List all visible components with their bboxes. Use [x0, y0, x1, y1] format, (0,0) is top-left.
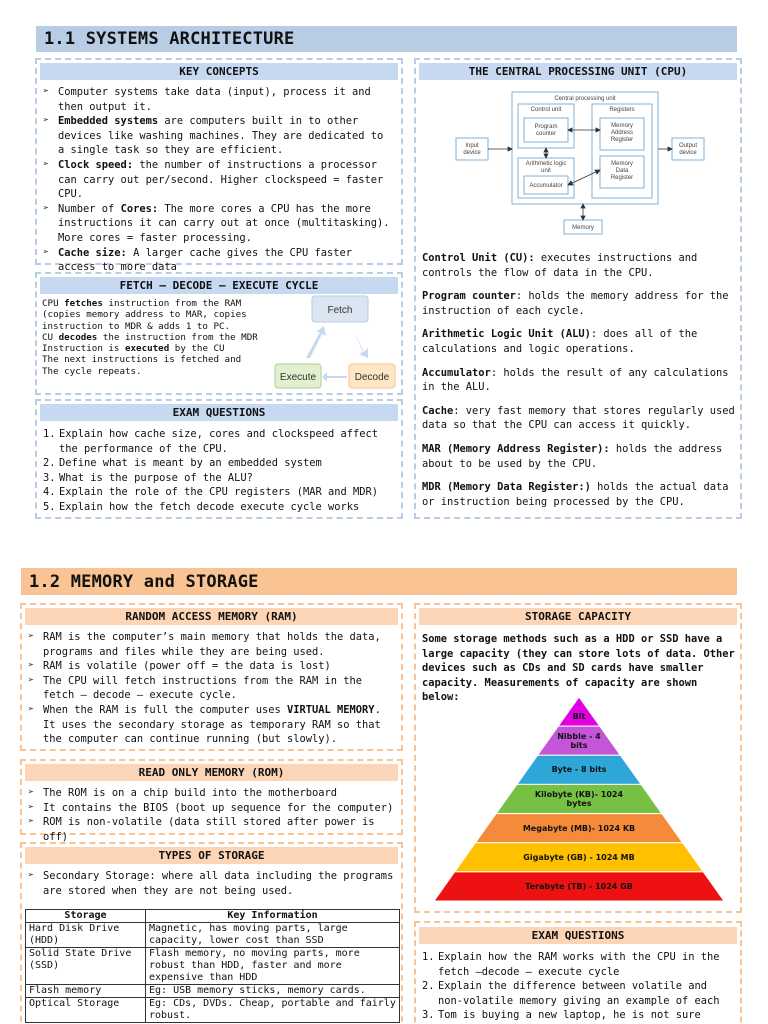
types-of-storage-intro: ➢ Secondary Storage: where all data including the programs are stored when they are not being used. [28, 869, 395, 898]
fetch-label: Fetch [327, 305, 353, 316]
cpu-definition [422, 251, 736, 280]
fde-panel [35, 272, 403, 395]
cpu-heading: THE CENTRAL PROCESSING UNIT (CPU) [419, 63, 737, 80]
exam-questions-heading-1: EXAM QUESTIONS [40, 404, 398, 421]
key-concept-item [43, 158, 395, 202]
fde-line-text: (copies memory address to MAR, copies [42, 309, 247, 321]
cpu-panel [414, 58, 742, 519]
exam-question-number: 1. [422, 951, 435, 963]
mar-label-3: Register [610, 137, 634, 143]
types-of-storage-panel [20, 842, 403, 1024]
storage-info-cell: Eg: CDs, DVDs. Cheap, portable and fairly robust. [146, 998, 400, 1023]
exam-question-number: 1. [43, 428, 56, 440]
cpu-definitions [422, 251, 736, 518]
program-counter-label-2: counter [535, 131, 557, 137]
memory-label: Memory [572, 225, 594, 231]
accumulator-label: Accumulator [529, 183, 563, 189]
storage-name-cell: Hard Disk Drive (HDD) [26, 923, 146, 948]
storage-capacity-heading: STORAGE CAPACITY [419, 608, 737, 625]
exam-question-text: What is the purpose of the ALU? [59, 471, 253, 484]
program-counter-label: Program [534, 124, 558, 130]
cpu-definition [422, 327, 736, 356]
rom-list [22, 781, 401, 844]
fde-line [42, 366, 272, 377]
cpu-definition-term: Cache [422, 404, 454, 417]
input-device-label-1: Input [465, 143, 479, 149]
fde-description [42, 298, 272, 377]
cpu-definition-term: MDR (Memory Data Register:) [422, 481, 591, 494]
storage-capacity-intro: Some storage methods such as a HDD or SSD have a large capacity (they can store lots of data. Other devices such as CDs and SD cards have smaller capacity. Measurements of capacity are shown below: [422, 633, 735, 704]
exam-question [43, 456, 395, 471]
ram-item [28, 703, 395, 747]
storage-capacity-panel [414, 603, 742, 913]
exam-question [43, 471, 395, 486]
key-concept-text: are computers built in to other devices like washing machines. They are dedicated to a single task so they are efficient. [58, 115, 384, 157]
fde-line-keyword: executed [124, 343, 170, 355]
fde-line [42, 332, 272, 343]
exam-question-text: Explain how cache size, cores and clockspeed affect the performance of the CPU. [59, 428, 379, 455]
table-row [26, 985, 400, 998]
key-concept-item [43, 114, 395, 158]
key-concepts-panel [35, 58, 403, 274]
cpu-definition [422, 442, 736, 471]
cpu-definition-text: executes instructions and controls the flow of data in the CPU. [422, 252, 698, 279]
cpu-definition-term: Accumulator [422, 366, 491, 379]
output-device-box [672, 138, 704, 160]
storage-info-cell: Magnetic, has moving parts, large capacity, lower cost than SSD [146, 923, 400, 948]
ram-item [28, 630, 395, 659]
table-row [26, 923, 400, 948]
exam-questions-list-1 [37, 421, 401, 515]
input-device-label-2: device [463, 150, 481, 156]
exam-question-number: 3. [43, 471, 56, 484]
key-concept-item [43, 85, 395, 114]
storage-name-cell: Flash memory [26, 985, 146, 998]
rom-heading: READ ONLY MEMORY (ROM) [25, 764, 398, 781]
ram-item-text: . It uses the secondary storage as temporary RAM so that the computer can continue running (but slowly). [43, 703, 381, 746]
exam-question [422, 979, 734, 1008]
program-counter-box [524, 118, 568, 142]
fde-line-text: Instruction is [42, 343, 125, 355]
mar-label-1: Memory [611, 123, 633, 129]
fde-line [42, 343, 272, 354]
exam-question [422, 950, 734, 979]
output-device-label-1: Output [678, 143, 698, 149]
key-concepts-list [37, 80, 401, 275]
key-concept-term: Clock speed: [58, 158, 134, 171]
section-title-memory-storage: 1.2 MEMORY and STORAGE [21, 568, 737, 595]
table-row [26, 948, 400, 985]
output-device-label-2: device [679, 150, 697, 156]
rom-item: ➢ ROM is non-volatile (data still stored after power is off) [28, 815, 395, 844]
storage-name-cell: Solid State Drive (SSD) [26, 948, 146, 985]
pyramid-level-label: Terabyte (TB) - 1024 GB [525, 881, 633, 891]
ram-item-text: RAM is the computer’s main memory that holds the data, programs and files while they are being used. [43, 631, 381, 658]
fde-line-keyword: fetches [64, 298, 103, 309]
exam-question-text: Explain the role of the CPU registers (MAR and MDR) [59, 486, 379, 499]
key-concept-term: Embedded systems [58, 115, 159, 128]
exam-question [43, 427, 395, 456]
control-unit-label: Control unit [530, 107, 562, 113]
rom-item: ➢ It contains the BIOS (boot up sequence for the computer) [28, 801, 395, 816]
fde-line [42, 309, 272, 320]
types-of-storage-heading: TYPES OF STORAGE [25, 847, 398, 864]
key-concept-item [43, 246, 395, 275]
cpu-outer-label: Central processing unit [554, 96, 616, 102]
exam-question-text: Explain how the RAM works with the CPU in the fetch –decode – execute cycle [438, 951, 720, 978]
ram-item-text: The CPU will fetch instructions from the RAM in the fetch – decode – execute cycle. [43, 674, 363, 702]
cpu-definition [422, 289, 736, 318]
pyramid-level-label: Gigabyte (GB) - 1024 MB [523, 852, 635, 862]
decode-label: Decode [354, 372, 390, 383]
pyramid-level-label: Bit [572, 712, 586, 722]
fde-line [42, 298, 272, 309]
pyramid-level-label: Byte - 8 bits [551, 765, 607, 775]
cpu-definition-text: : very fast memory that stores regularly used data so that the CPU can access it quickly. [422, 404, 735, 432]
exam-question-number: 3. [422, 1009, 435, 1022]
cpu-definition-term: Arithmetic Logic Unit (ALU) [422, 328, 591, 341]
alu-label-1: Arithmetic logic [525, 161, 567, 167]
cpu-definition-text: : does all of the calculations and logic operations. [422, 328, 698, 355]
alu-label-2: unit [541, 168, 551, 174]
ram-item [28, 674, 395, 703]
storage-info-cell: Flash memory, no moving parts, more robust than HDD, faster and more expensive than HDD [146, 948, 400, 985]
key-concepts-heading: KEY CONCEPTS [40, 63, 398, 80]
fde-line-text: by the CU [169, 343, 225, 355]
exam-question-text: Explain how the fetch decode execute cycle works [59, 500, 360, 513]
exam-question-text: Define what is meant by an embedded system [59, 457, 322, 470]
fde-line-text: The cycle repeats. [42, 365, 142, 377]
exam-questions-heading-2: EXAM QUESTIONS [419, 927, 737, 944]
storage-info-cell: Eg: USB memory sticks, memory cards. [146, 985, 400, 998]
key-info-col-header: Key Information [146, 910, 400, 923]
rom-item: ➢ The ROM is on a chip build into the motherboard [28, 786, 395, 801]
storage-name-cell: Optical Storage [26, 998, 146, 1023]
ram-item-keyword: VIRTUAL MEMORY [286, 703, 375, 716]
key-concept-term: Cache size: [58, 246, 127, 259]
fde-heading: FETCH – DECODE – EXECUTE CYCLE [40, 277, 398, 294]
mdr-label-2: Data [615, 168, 629, 174]
fde-line-text: instruction from the RAM [102, 298, 242, 309]
mar-label-2: Address [610, 130, 634, 136]
exam-question-number: 2. [422, 980, 435, 993]
pyramid-level-label: Nibble - 4 bits [557, 731, 601, 750]
cpu-definition-term: Program counter [422, 290, 516, 303]
cpu-definition-term: MAR (Memory Address Register): [422, 442, 610, 455]
section-title-systems-architecture: 1.1 SYSTEMS ARCHITECTURE [36, 26, 737, 52]
input-device-box [456, 138, 488, 160]
fde-line [42, 354, 272, 365]
cpu-definition-text: holds the actual data or instruction being processed by the CPU. [422, 481, 729, 508]
cpu-definition-text: holds the address about to be used by the CPU. [422, 442, 723, 470]
arrow-execute-to-fetch-icon [306, 326, 326, 358]
pyramid-level-label: Megabyte (MB)- 1024 KB [522, 823, 636, 833]
key-concept-text: A larger cache gives the CPU faster access to more data [58, 246, 353, 274]
pyramid-level-label: Kilobyte (KB)- 1024 bytes [534, 790, 624, 808]
exam-question-number: 2. [43, 457, 56, 470]
fde-line-text: the instruction from the MDR [97, 331, 258, 343]
cpu-definition [422, 366, 736, 395]
exam-questions-panel-1 [35, 399, 403, 519]
exam-question [43, 485, 395, 500]
registers-label: Registers [609, 107, 635, 113]
ram-item-text: RAM is volatile (power off = the data is lost) [43, 660, 331, 673]
mdr-label-3: Register [610, 175, 634, 181]
cpu-definition-text: : holds the memory address for the instruction of each cycle. [422, 290, 729, 317]
cpu-definition-text: : holds the result of any calculations in the ALU. [422, 366, 729, 394]
key-concept-text: Number of [58, 202, 121, 215]
exam-question-number: 5. [43, 500, 56, 513]
fde-line [42, 321, 272, 332]
fde-line-text: CPU [42, 298, 65, 309]
arrow-fetch-to-decode-icon [352, 328, 368, 358]
ram-panel [20, 603, 403, 751]
exam-question [43, 500, 395, 515]
key-concept-term: Cores: [120, 202, 159, 215]
exam-question-text: Explain the difference between volatile and non-volatile memory giving an example of each [438, 980, 720, 1007]
ram-list [22, 625, 401, 747]
storage-col-header: Storage [26, 910, 146, 923]
exam-question [422, 1008, 734, 1023]
cpu-definition-term: Control Unit (CU): [422, 252, 535, 264]
key-concept-text: the number of instructions a processor can carry out per/second. Higher clockspeed = faster CPU. [58, 158, 384, 201]
key-concept-text: The more cores a CPU has the more instructions it can carry out at once (multitasking). More cores = faster processing. [58, 202, 390, 244]
cpu-definition [422, 480, 736, 509]
ram-item [28, 659, 395, 674]
fde-line-keyword: decodes [58, 331, 98, 343]
exam-question-text: Tom is buying a new laptop, he is not sure [438, 1009, 701, 1022]
cpu-definition [422, 404, 736, 433]
table-row [26, 998, 400, 1023]
key-concept-text: Computer systems take data (input), process it and then output it. [58, 86, 371, 113]
storage-table [25, 909, 400, 1023]
fde-line-text: CU [42, 331, 59, 343]
exam-question-number: 4. [43, 486, 56, 499]
capacity-pyramid [434, 697, 724, 901]
exam-questions-list-2 [416, 944, 740, 1023]
mdr-label-1: Memory [611, 161, 633, 167]
arrow-decode-to-execute-icon [322, 372, 347, 382]
rom-panel [20, 759, 403, 843]
ram-item-text: When the RAM is full the computer uses [43, 703, 287, 716]
cpu-diagram [454, 86, 714, 242]
fde-line-text: instruction to MDR & adds 1 to PC. [42, 320, 231, 332]
exam-questions-panel-2 [414, 921, 742, 1024]
key-concept-item [43, 202, 395, 246]
ram-heading: RANDOM ACCESS MEMORY (RAM) [25, 608, 398, 625]
execute-label: Execute [279, 372, 317, 383]
types-of-storage-intro-list [22, 864, 401, 898]
fde-cycle-diagram [272, 294, 400, 392]
fde-line-text: The next instructions is fetched and [42, 354, 242, 366]
